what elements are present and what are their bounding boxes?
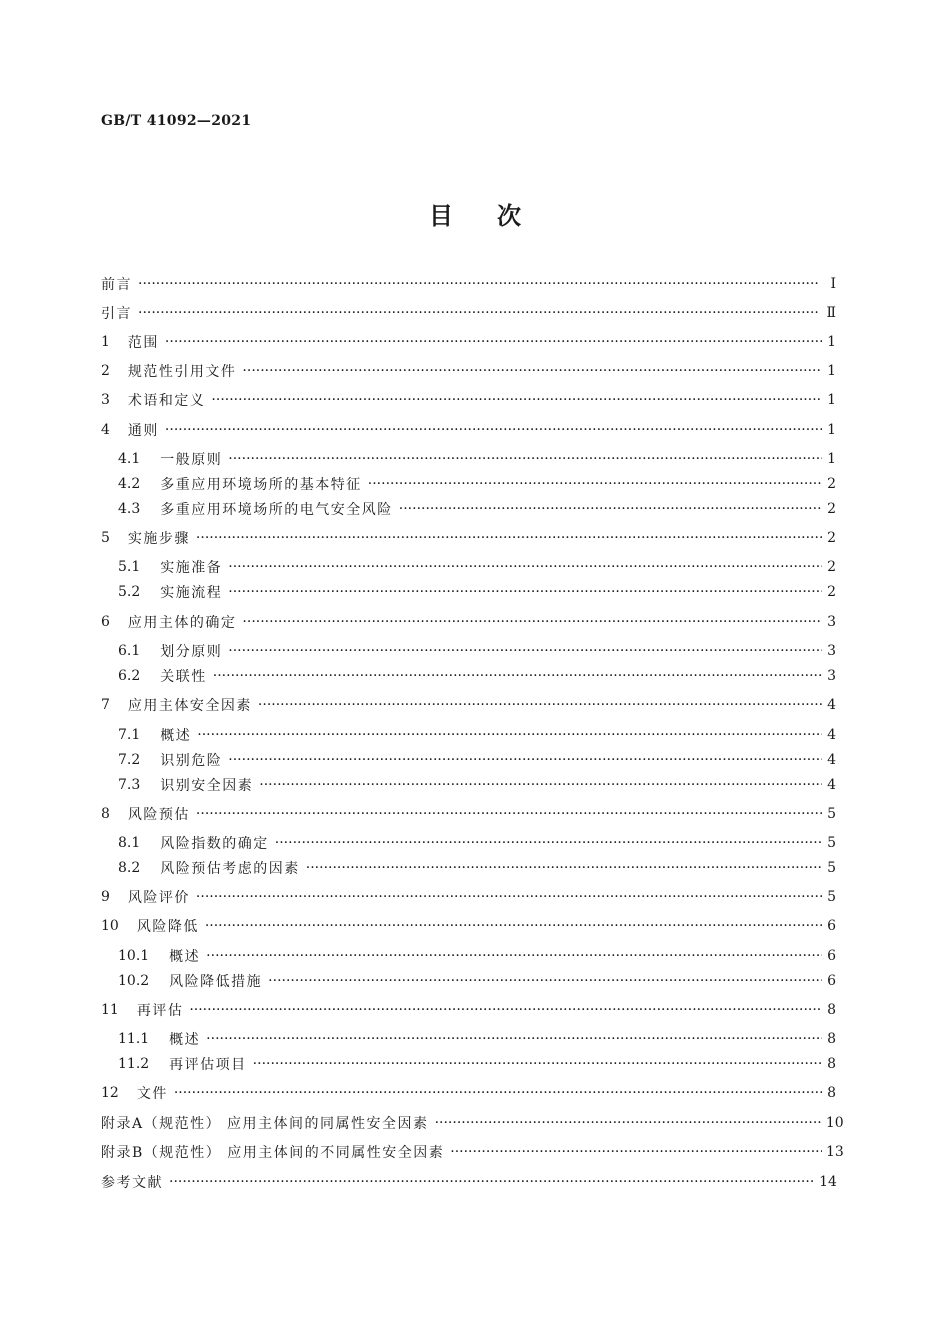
toc-entry-page: 5 xyxy=(827,835,836,851)
toc-entry-page: 1 xyxy=(827,334,836,350)
toc-entry-number: 4 xyxy=(101,422,110,438)
toc-entry[interactable] xyxy=(101,724,836,746)
toc-entry-label: 再评估项目 xyxy=(169,1057,247,1073)
toc-entry-page: 4 xyxy=(827,697,836,713)
toc-entry-page: 2 xyxy=(827,584,836,600)
toc-entry-number: 3 xyxy=(101,392,110,408)
toc-entry[interactable] xyxy=(101,945,836,967)
toc-entry-page: 8 xyxy=(827,1085,836,1101)
toc-leader-dots xyxy=(206,1028,822,1050)
toc-entry-page: 6 xyxy=(827,948,836,964)
toc-entry[interactable] xyxy=(101,419,836,441)
toc-entry-number: 11 xyxy=(101,1002,119,1018)
toc-entry[interactable] xyxy=(101,360,836,382)
toc-entry-label: 实施步骤 xyxy=(127,531,190,547)
toc-leader-dots xyxy=(268,970,822,992)
toc-entry[interactable] xyxy=(101,302,836,324)
toc-entry[interactable] xyxy=(101,1141,844,1163)
toc-entry-number: 11.1 xyxy=(118,1031,150,1047)
toc-entry-number: 7.1 xyxy=(118,727,141,743)
toc-leader-dots xyxy=(228,556,822,578)
toc-leader-dots xyxy=(399,498,822,520)
toc-entry-page: 4 xyxy=(827,777,836,793)
toc-leader-dots xyxy=(228,749,822,771)
toc-entry-number: 7.2 xyxy=(118,752,141,768)
toc-entry-label: 前言 xyxy=(101,277,132,293)
toc-leader-dots xyxy=(306,857,822,879)
toc-entry[interactable] xyxy=(101,665,836,687)
toc-entry[interactable] xyxy=(101,999,836,1021)
toc-entry-number: 9 xyxy=(101,889,110,905)
toc-leader-dots xyxy=(169,1171,815,1193)
toc-entry[interactable] xyxy=(101,640,836,662)
toc-entry[interactable] xyxy=(101,749,836,771)
toc-leader-dots xyxy=(174,1082,822,1104)
toc-leader-dots xyxy=(275,832,822,854)
toc-entry-label: 一般原则 xyxy=(160,452,223,468)
toc-entry[interactable] xyxy=(101,1171,836,1193)
toc-entry-page: 5 xyxy=(827,806,836,822)
toc-entry-label: 应用主体的确定 xyxy=(127,615,237,631)
toc-entry[interactable] xyxy=(101,273,836,295)
toc-entry-label: 识别安全因素 xyxy=(160,778,254,794)
toc-entry-page: 5 xyxy=(827,860,836,876)
table-of-contents xyxy=(101,0,844,1344)
toc-entry-label: 附录A（规范性） 应用主体间的同属性安全因素 xyxy=(101,1116,429,1132)
toc-leader-dots xyxy=(450,1141,822,1163)
toc-entry-page: 14 xyxy=(819,1174,837,1190)
toc-entry-number: 10.2 xyxy=(118,973,150,989)
toc-entry-page: 2 xyxy=(827,559,836,575)
toc-entry-number: 6.2 xyxy=(118,668,141,684)
toc-leader-dots xyxy=(242,611,822,633)
toc-leader-dots xyxy=(165,419,822,441)
toc-entry-number: 6.1 xyxy=(118,643,141,659)
toc-entry[interactable] xyxy=(101,1082,836,1104)
toc-entry-page: 2 xyxy=(827,501,836,517)
toc-leader-dots xyxy=(138,302,822,324)
toc-entry-label: 规范性引用文件 xyxy=(127,364,237,380)
toc-leader-dots xyxy=(165,331,822,353)
toc-entry-label: 风险降低 xyxy=(136,919,199,935)
toc-entry-label: 风险降低措施 xyxy=(169,974,263,990)
toc-leader-dots xyxy=(228,448,822,470)
toc-entry[interactable] xyxy=(101,970,836,992)
toc-entry-label: 多重应用环境场所的电气安全风险 xyxy=(160,502,393,518)
document-code: GB/T 41092—2021 xyxy=(101,113,252,129)
toc-entry-page: 4 xyxy=(827,727,836,743)
toc-entry[interactable] xyxy=(101,694,836,716)
toc-entry-page: 1 xyxy=(827,363,836,379)
toc-entry-page: 2 xyxy=(827,530,836,546)
toc-entry[interactable] xyxy=(101,389,836,411)
toc-entry-label: 实施准备 xyxy=(160,560,223,576)
toc-entry-number: 4.1 xyxy=(118,451,141,467)
toc-entry-number: 4.3 xyxy=(118,501,141,517)
toc-entry-label: 应用主体安全因素 xyxy=(127,698,252,714)
toc-entry-number: 11.2 xyxy=(118,1056,150,1072)
toc-entry-page: 3 xyxy=(827,668,836,684)
toc-entry-number: 4.2 xyxy=(118,476,141,492)
toc-entry[interactable] xyxy=(101,331,836,353)
toc-entry-label: 风险预估考虑的因素 xyxy=(160,861,300,877)
toc-entry-label: 术语和定义 xyxy=(127,393,206,409)
page-title-char: 次 xyxy=(497,200,521,230)
toc-entry-page: 8 xyxy=(827,1056,836,1072)
toc-entry[interactable] xyxy=(101,803,836,825)
toc-entry-page: Ⅰ xyxy=(830,276,836,292)
toc-entry-page: 3 xyxy=(827,614,836,630)
toc-entry-page: 5 xyxy=(827,889,836,905)
toc-entry-page: 6 xyxy=(827,973,836,989)
toc-entry[interactable] xyxy=(101,774,836,796)
toc-entry-page: 1 xyxy=(827,451,836,467)
toc-entry-number: 1 xyxy=(101,334,110,350)
toc-leader-dots xyxy=(253,1053,822,1075)
toc-entry-label: 范围 xyxy=(127,335,159,351)
toc-entry-number: 7.3 xyxy=(118,777,141,793)
toc-entry-page: 4 xyxy=(827,752,836,768)
toc-entry[interactable] xyxy=(101,611,836,633)
toc-entry-page: 13 xyxy=(826,1144,844,1160)
toc-leader-dots xyxy=(138,273,822,295)
toc-entry[interactable] xyxy=(101,581,836,603)
toc-entry-label: 附录B（规范性） 应用主体间的不同属性安全因素 xyxy=(101,1145,445,1161)
toc-leader-dots xyxy=(242,360,822,382)
toc-leader-dots xyxy=(196,886,822,908)
toc-entry[interactable] xyxy=(101,915,836,937)
toc-entry-label: 概述 xyxy=(169,1032,201,1048)
toc-entry-number: 8.1 xyxy=(118,835,141,851)
toc-leader-dots xyxy=(259,774,822,796)
toc-entry-label: 参考文献 xyxy=(101,1175,163,1191)
toc-entry-number: 5.1 xyxy=(118,559,141,575)
toc-entry-label: 文件 xyxy=(136,1086,168,1102)
toc-entry-number: 10 xyxy=(101,918,119,934)
toc-leader-dots xyxy=(228,640,822,662)
toc-leader-dots xyxy=(189,999,822,1021)
toc-entry-page: 6 xyxy=(827,918,836,934)
toc-leader-dots xyxy=(206,945,822,967)
toc-leader-dots xyxy=(197,724,822,746)
toc-entry-page: 1 xyxy=(827,392,836,408)
toc-entry[interactable] xyxy=(101,473,836,495)
toc-leader-dots xyxy=(205,915,822,937)
toc-entry[interactable] xyxy=(101,1112,844,1134)
toc-entry-label: 风险指数的确定 xyxy=(160,836,269,852)
toc-entry-label: 再评估 xyxy=(136,1003,184,1019)
toc-leader-dots xyxy=(368,473,822,495)
toc-entry[interactable] xyxy=(101,1053,836,1075)
toc-entry[interactable] xyxy=(101,886,836,908)
toc-leader-dots xyxy=(211,389,822,411)
toc-entry-label: 引言 xyxy=(101,306,132,322)
toc-entry-label: 识别危险 xyxy=(160,753,223,769)
page-title-char: 目 xyxy=(429,200,453,230)
toc-entry-number: 2 xyxy=(101,363,110,379)
toc-entry-page: 10 xyxy=(825,1115,844,1131)
toc-leader-dots xyxy=(196,527,822,549)
toc-entry-number: 8 xyxy=(101,806,110,822)
toc-leader-dots xyxy=(258,694,822,716)
toc-entry-label: 实施流程 xyxy=(160,585,223,601)
toc-entry-number: 7 xyxy=(101,697,110,713)
toc-entry-label: 概述 xyxy=(160,728,192,744)
toc-entry-page: 2 xyxy=(827,476,836,492)
toc-entry-label: 通则 xyxy=(127,423,159,439)
toc-entry[interactable] xyxy=(101,857,836,879)
toc-entry-number: 5.2 xyxy=(118,584,141,600)
toc-leader-dots xyxy=(228,581,822,603)
toc-entry-number: 5 xyxy=(101,530,110,546)
toc-entry-page: Ⅱ xyxy=(826,305,836,321)
toc-entry[interactable] xyxy=(101,556,836,578)
toc-entry-label: 风险评价 xyxy=(127,890,190,906)
toc-entry-label: 关联性 xyxy=(160,669,207,685)
toc-entry-page: 3 xyxy=(827,643,836,659)
toc-entry-number: 8.2 xyxy=(118,860,141,876)
toc-entry[interactable] xyxy=(101,1028,836,1050)
toc-entry[interactable] xyxy=(101,832,836,854)
toc-entry-page: 8 xyxy=(827,1002,836,1018)
toc-entry-number: 10.1 xyxy=(118,948,150,964)
toc-entry-label: 风险预估 xyxy=(127,807,190,823)
toc-entry-number: 6 xyxy=(101,614,110,630)
toc-entry-page: 1 xyxy=(827,422,836,438)
toc-entry[interactable] xyxy=(101,448,836,470)
toc-entry-label: 多重应用环境场所的基本特征 xyxy=(160,477,362,493)
toc-entry-number: 12 xyxy=(101,1085,119,1101)
toc-entry-label: 概述 xyxy=(169,949,201,965)
toc-entry[interactable] xyxy=(101,527,836,549)
toc-entry-page: 8 xyxy=(827,1031,836,1047)
toc-entry-label: 划分原则 xyxy=(160,644,223,660)
toc-leader-dots xyxy=(196,803,822,825)
toc-leader-dots xyxy=(435,1112,822,1134)
toc-entry[interactable] xyxy=(101,498,836,520)
toc-leader-dots xyxy=(213,665,822,687)
